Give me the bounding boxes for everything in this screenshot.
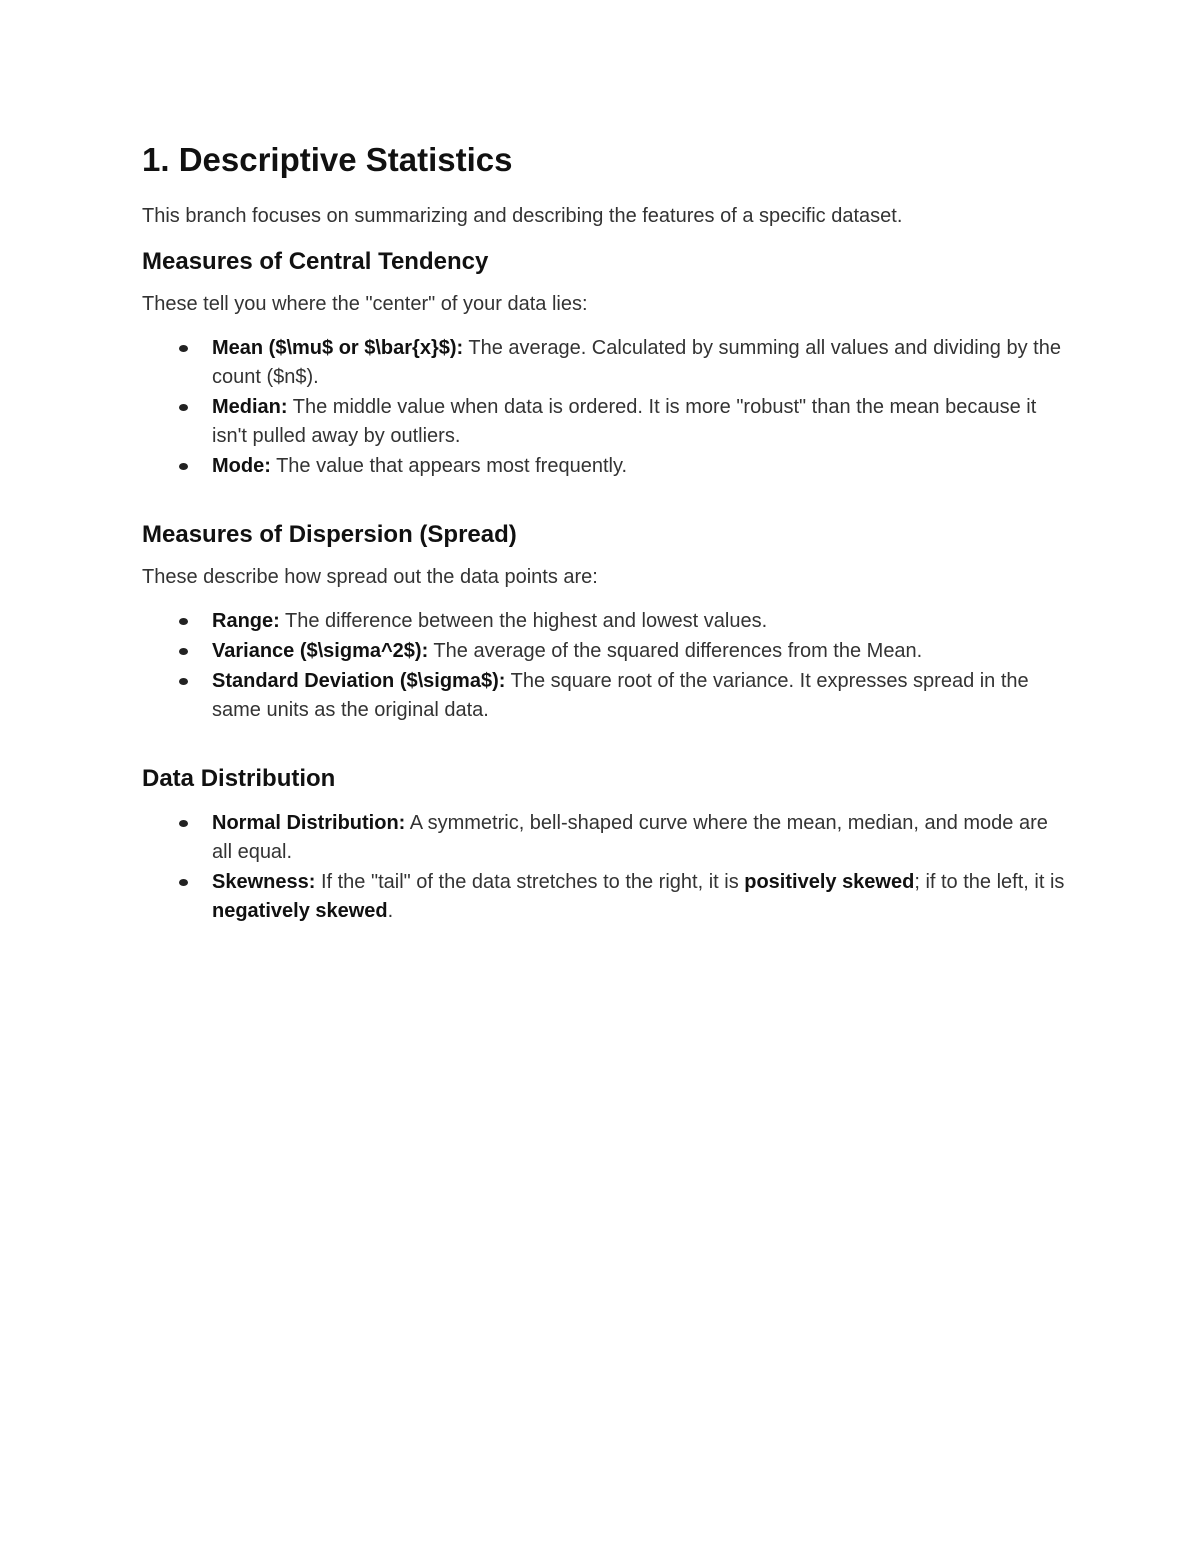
definition-skewness-part-1: If the "tail" of the data stretches to the right, it is (315, 871, 745, 893)
document-page (142, 138, 1072, 927)
list-item-median (212, 393, 1072, 451)
list-item-standard-deviation (212, 667, 1072, 725)
central-tendency-list (142, 334, 1072, 481)
section-heading-data-distribution: Data Distribution (142, 765, 336, 792)
term-mode: Mode: (212, 455, 271, 477)
term-range: Range: (212, 610, 280, 632)
section-spacer (142, 726, 1072, 763)
bullet-icon (179, 820, 188, 827)
section-spacer (142, 482, 1072, 519)
bullet-icon (179, 463, 188, 470)
term-normal-distribution: Normal Distribution: (212, 812, 406, 834)
bullet-icon (179, 648, 188, 655)
distribution-list (142, 809, 1072, 926)
list-item-mean (212, 334, 1072, 392)
emphasis-negatively-skewed: negatively skewed (212, 900, 388, 922)
term-variance: Variance ($\sigma^2$): (212, 640, 429, 662)
bullet-icon (179, 879, 188, 886)
list-item-skewness (212, 868, 1072, 926)
bullet-icon (179, 345, 188, 352)
list-item-range (212, 607, 1072, 636)
term-mean: Mean ($\mu$ or $\bar{x}$): (212, 337, 464, 359)
emphasis-positively-skewed: positively skewed (744, 871, 915, 893)
bullet-icon (179, 678, 188, 685)
dispersion-list (142, 607, 1072, 725)
intro-paragraph: This branch focuses on summarizing and describing the features of a specific dataset. (142, 205, 903, 227)
definition-variance: The average of the squared differences from the Mean. (428, 640, 923, 662)
definition-normal-distribution: A symmetric, bell-shaped curve where the mean, median, and mode are all equal. (212, 812, 1048, 863)
section-lead-dispersion: These describe how spread out the data points are: (142, 566, 598, 588)
term-standard-deviation: Standard Deviation ($\sigma$): (212, 670, 506, 692)
definition-skewness-part-3: . (387, 900, 394, 922)
definition-median: The middle value when data is ordered. It is more "robust" than the mean because it isn't pulled away by outliers. (212, 396, 1037, 447)
list-item-normal-distribution (212, 809, 1072, 867)
list-item-variance (212, 637, 1072, 666)
bullet-icon (179, 404, 188, 411)
term-skewness: Skewness: (212, 871, 316, 893)
definition-range: The difference between the highest and lowest values. (279, 610, 768, 632)
definition-standard-deviation: The square root of the variance. It expresses spread in the same units as the original data. (212, 670, 1029, 721)
section-heading-central-tendency: Measures of Central Tendency (142, 248, 489, 275)
definition-skewness-part-2: ; if to the left, it is (914, 871, 1065, 893)
definition-mode: The value that appears most frequently. (270, 455, 628, 477)
definition-mean: The average. Calculated by summing all values and dividing by the count ($n$). (212, 337, 1061, 388)
list-item-mode (212, 452, 1072, 481)
section-lead-central-tendency: These tell you where the "center" of your data lies: (142, 293, 588, 315)
bullet-icon (179, 618, 188, 625)
page-title: 1. Descriptive Statistics (142, 141, 513, 178)
term-median: Median: (212, 396, 288, 418)
section-heading-dispersion: Measures of Dispersion (Spread) (142, 521, 517, 548)
